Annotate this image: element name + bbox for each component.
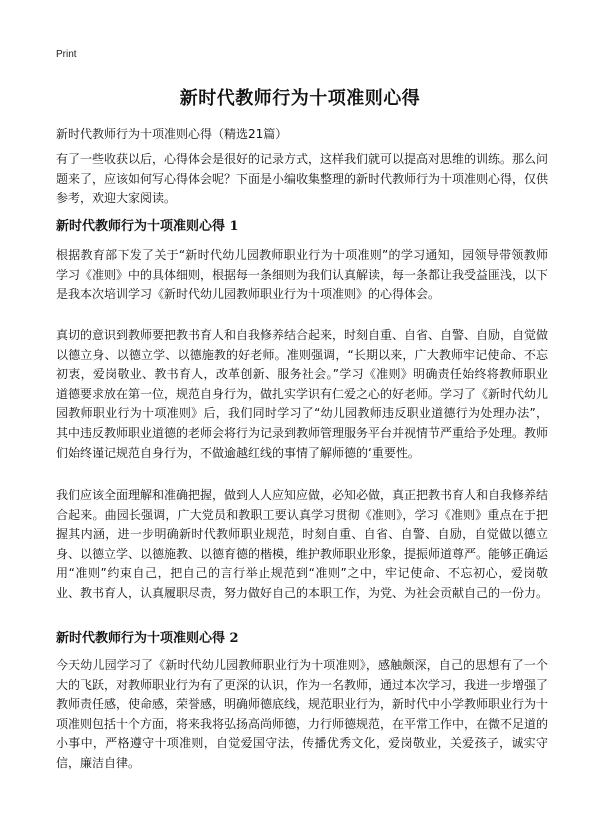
section-1-paragraph-3: 我们应该全面理解和准确把握，做到人人应知应做，必知必做，真正把教书育人和自我修养结合起来。曲园长强调，广大党员和教职工要认真学习贯彻《准则》，学习《准则》重点在于把握其内涵，进一步明确新时代教师职业规范，时刻自重、自省、自警、自励，自觉做以德立身、以德立学、以德施教、以德育德的楷模，维护教师职业形象，提振师道尊严。能够正确运用“准则”约束自己，把自己的言行举止规范到“准则”之中，牢记使命、不忘初心，爱岗敬业、教书育人，认真履职尽责，努力做好自己的本职工作，为党、为社会贡献自己的一份力。: [56, 488, 549, 600]
section-1-paragraph-1: 根据教育部下发了关于“新时代幼儿园教师职业行为十项准则”的学习通知，园领导带领教师学习《准则》中的具体细则，根据每一条细则为我们认真解读，每一条都让我受益匪浅，以下是我本次培训学习《新时代幼儿园教师职业行为十项准则》的心得体会。: [56, 248, 549, 302]
print-label[interactable]: Print: [56, 49, 77, 60]
section-2-paragraph-1: 今天幼儿园学习了《新时代幼儿园教师职业行为十项准则》，感触颇深，自己的思想有了一个大的飞跃，对教师职业行为有了更深的认识，作为一名教师，通过本次学习，我进一步增强了教师责任感，使命感，荣誉感，明确师德底线，规范职业行为，新时代中小学教师职业行为十项准则包括十个方面，将来我将弘扬高尚师德，力行师德规范，在平常工作中，在微不足道的小事中，严格遵守十项准则，自觉爱国守法，传播优秀文化，爱岗敬业，关爱孩子，诚实守信，廉洁自律。: [56, 658, 549, 770]
intro-paragraph: 有了一些收获以后，心得体会是很好的记录方式，这样我们就可以提高对思维的训练。那么问题来了，应该如何写心得体会呢？下面是小编收集整理的新时代教师行为十项准则心得，仅供参考，欢迎大家阅读。: [56, 152, 549, 206]
document-subtitle: 新时代教师行为十项准则心得（精选21篇）: [56, 127, 288, 141]
section-1-paragraph-2: 真切的意识到教师要把教书育人和自我修养结合起来，时刻自重、自省、自警、自励，自觉做以德立身、以德立学、以德施教的好老师。准则强调，“长期以来，广大教师牢记使命、不忘初衷，爱岗敬业、教书育人，改革创新、服务社会。”学习《准则》明确责任始终将教师职业道德要求放在第一位，规范自身行为，做扎实学识有仁爱之心的好老师。学习了《新时代幼儿园教师职业行为十项准则》后，我们同时学习了“幼儿园教师违反职业道德行为处理办法”，其中违反教师职业道德的老师会将行为记录到教师管理服务平台并视情节严重给予处理。教师们始终谨记规范自身行为，不做逾越红线的事情了解师德的‘重要性。: [56, 328, 549, 460]
section-heading-2: 新时代教师行为十项准则心得 2: [56, 631, 239, 646]
section-heading-1: 新时代教师行为十项准则心得 1: [56, 219, 239, 234]
document-title: 新时代教师行为十项准则心得: [179, 88, 421, 109]
